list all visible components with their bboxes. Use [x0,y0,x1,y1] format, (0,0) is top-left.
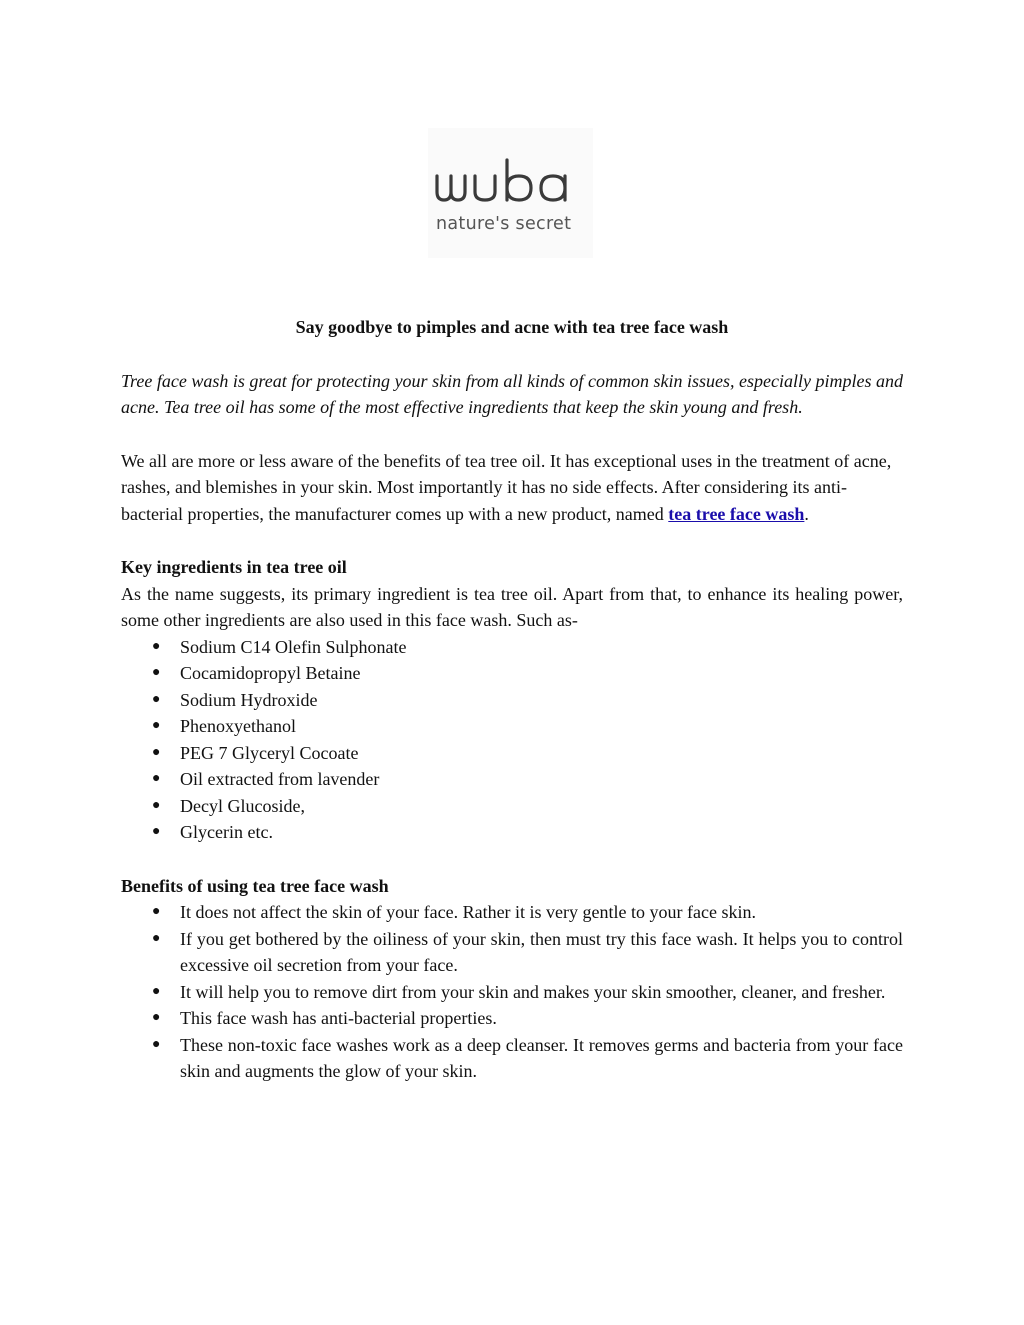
bullet-icon: ● [152,718,161,733]
list-item [121,740,903,767]
body-paragraph [121,448,903,528]
list-item [121,979,903,1006]
ingredients-paragraph: As the name suggests, its primary ingredient is tea tree oil. Apart from that, to enhance its healing power, some other ingredients are also used in this face wash. Such as- [121,583,903,630]
list-item [121,660,903,687]
benefits-list [121,899,903,1085]
bullet-icon: ● [152,744,161,760]
list-item-text: Sodium Hydroxide [180,689,318,710]
ingredients-heading: Key ingredients in tea tree oil [121,557,347,577]
list-item-text: PEG 7 Glyceryl Cocoate [180,742,359,763]
bullet-icon: ● [152,638,161,654]
list-item-text: It does not affect the skin of your face. Rather it is very gentle to your face skin. [180,902,756,922]
page-title: Say goodbye to pimples and acne with tea tree face wash [295,317,729,337]
list-item [121,1005,903,1032]
logo-tagline: nature's secret [436,214,572,234]
bullet-icon: ● [152,983,161,999]
list-item [121,819,903,846]
list-item-text: It will help you to remove dirt from your skin and makes your skin smoother, cleaner, and fresher. [180,981,886,1002]
benefits-heading: Benefits of using tea tree face wash [121,875,389,896]
list-item-text: This face wash has anti-bacterial properties. [180,1008,497,1028]
list-item [121,634,903,661]
bullet-icon: ● [152,1036,161,1052]
body-paragraph-end: . [804,503,809,524]
list-item-text: Phenoxyethanol [180,716,296,736]
list-item-text: Sodium C14 Olefin Sulphonate [180,636,407,657]
list-item-text: Oil extracted from lavender [180,769,380,789]
ingredients-list [121,634,903,846]
list-item [121,687,903,714]
list-item-text: These non-toxic face washes work as a deep cleanser. It removes germs and bacteria from your face skin and augments the glow of your skin. [180,1034,903,1081]
list-item [121,793,903,820]
intro-paragraph: Tree face wash is great for protecting your skin from all kinds of common skin issues, especially pimples and acne. Tea tree oil has some of the most effective ingredients that keep the skin young and fresh. [121,370,903,417]
bullet-icon: ● [152,824,161,839]
list-item-text: Glycerin etc. [180,822,273,842]
bullet-icon: ● [152,691,161,707]
bullet-icon: ● [152,665,161,680]
list-item-text: Cocamidopropyl Betaine [180,663,361,683]
bullet-icon: ● [152,771,161,786]
list-item [121,1032,903,1085]
list-item [121,766,903,793]
list-item [121,926,903,979]
tea-tree-face-wash-link[interactable]: tea tree face wash [668,503,805,524]
article [121,314,903,1085]
wuba-logo [428,128,593,258]
bullet-icon: ● [152,1010,161,1025]
list-item-text: Decyl Glucoside, [180,795,305,816]
bullet-icon: ● [152,797,161,813]
bullet-icon: ● [152,930,161,946]
list-item-text: If you get bothered by the oiliness of your skin, then must try this face wash. It helps you to control excessive oil secretion from your face. [180,928,903,975]
wuba-logo-image [428,128,593,258]
bullet-icon: ● [152,904,161,919]
body-paragraph-text: We all are more or less aware of the benefits of tea tree oil. It has exceptional uses in the treatment of acne, rashes, and blemishes in your skin. Most importantly it has no side effects. After considering its anti-bacterial properties, the manufacturer comes up with a new product, named [121,450,892,524]
list-item [121,713,903,740]
list-item [121,899,903,926]
